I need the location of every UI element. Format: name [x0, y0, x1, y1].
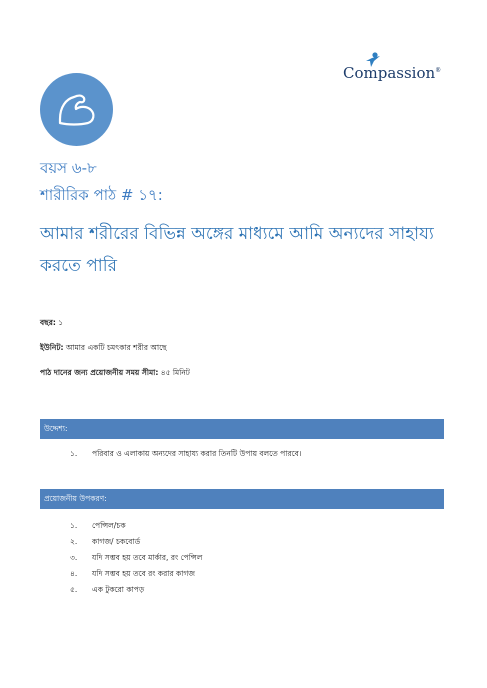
meta-year	[40, 318, 63, 330]
meta-time-value: ৪৫ মিনিট	[160, 368, 190, 377]
lesson-logo	[40, 73, 113, 146]
item-text: যদি সম্ভব হয় তবে রং করার কাগজ	[92, 569, 196, 578]
compassion-logo	[343, 52, 443, 88]
meta-time	[40, 368, 190, 380]
lesson-number: শারীরিক পাঠ # ১৭:	[40, 186, 163, 204]
lesson-title: আমার শরীরের বিভিন্ন অঙ্গের মাধ্যমে আমি অন্যদের সাহায্য করতে পারি	[40, 224, 434, 276]
objective-heading: উদ্দেশ্য:	[40, 419, 444, 439]
meta-unit-value: আমার একটি চমৎকার শরীর আছে	[65, 343, 167, 352]
item-number: ৩.	[70, 553, 78, 562]
list-item	[70, 534, 202, 550]
meta-time-label: পাঠ দানের জন্য প্রয়োজনীয় সময় সীমা:	[40, 368, 159, 377]
item-text: এক টুকরো কাপড়	[92, 585, 145, 594]
item-number: ১.	[70, 521, 78, 530]
flexed-arm-icon	[54, 89, 99, 129]
materials-list	[70, 518, 202, 598]
brand-name: Compassion®	[343, 64, 442, 82]
objective-list	[70, 446, 301, 462]
list-item	[70, 446, 301, 462]
item-number: ২.	[70, 537, 78, 546]
materials-heading: প্রয়োজনীয় উপকরণ:	[40, 489, 444, 509]
item-text: কাগজ/ চকবোর্ড	[92, 537, 141, 546]
item-number: ৪.	[70, 569, 78, 578]
item-text: পেন্সিল/চক	[92, 521, 126, 530]
meta-unit	[40, 343, 167, 355]
list-item	[70, 582, 202, 598]
item-number: ৫.	[70, 585, 78, 594]
item-number: ১.	[70, 449, 78, 458]
list-item	[70, 566, 202, 582]
age-range: বয়স ৬-৮	[40, 159, 97, 177]
meta-year-label: বছর:	[40, 318, 56, 327]
item-text: যদি সম্ভব হয় তবে মার্কার, রং পেন্সিল	[92, 553, 203, 562]
list-item	[70, 518, 202, 534]
meta-unit-label: ইউনিট:	[40, 343, 64, 352]
item-text: পরিবার ও এলাকায় অন্যদের সাহায্য করার তিনটি উপায় বলতে পারবে।	[92, 449, 302, 458]
list-item	[70, 550, 202, 566]
meta-year-value: ১	[58, 318, 64, 327]
